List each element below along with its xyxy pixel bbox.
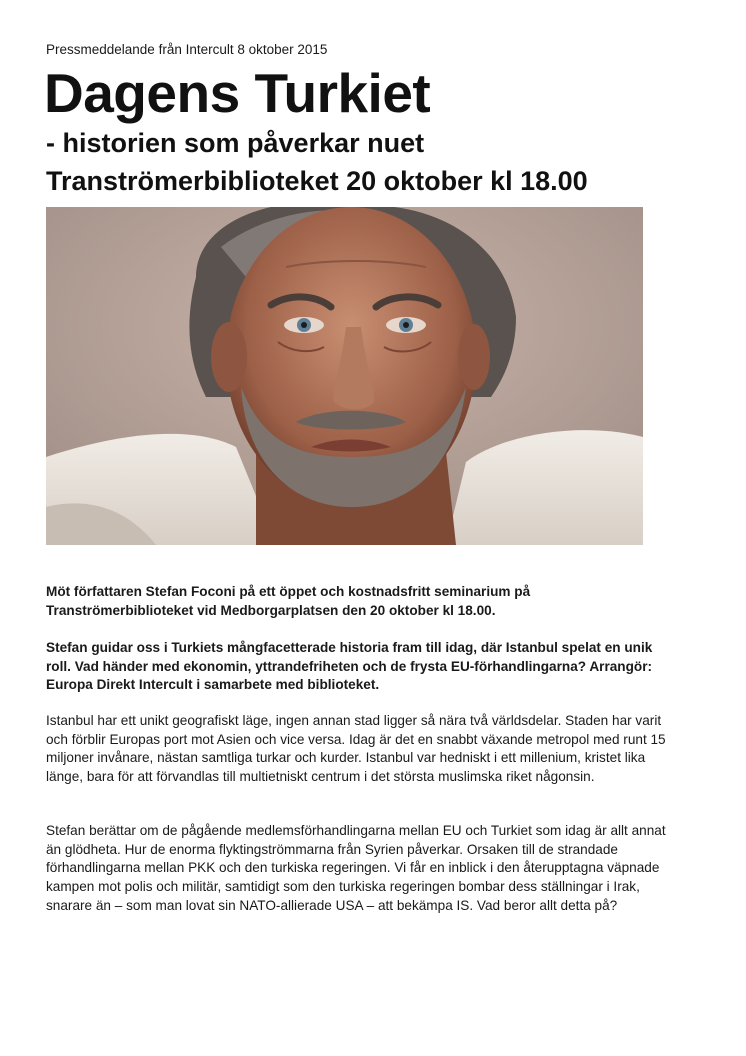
summary-paragraph: Stefan guidar oss i Turkiets mångfacetterade historia fram till idag, där Istanbul spelat en unik roll. Vad händer med ekonomin, yttrandefriheten och de frysta EU-förhandlingarna? Arrangör: Europa Direkt Intercult i samarbete med biblioteket. bbox=[46, 640, 653, 693]
event-location-time: Tranströmerbiblioteket 20 oktober kl 18.00 bbox=[46, 166, 588, 196]
dateline: Pressmeddelande från Intercult 8 oktober 2015 bbox=[46, 42, 328, 57]
page-title: Dagens Turkiet bbox=[44, 62, 431, 124]
subtitle: - historien som påverkar nuet bbox=[46, 128, 425, 158]
lead-paragraph: Möt författaren Stefan Foconi på ett öppet och kostnadsfritt seminarium på Tranströmerbiblioteket vid Medborgarplatsen den 20 oktober kl 18.00. bbox=[46, 584, 531, 618]
body-paragraph-negotiations: Stefan berättar om de pågående medlemsförhandlingarna mellan EU och Turkiet som idag är allt annat än glödheta. Hur de enorma flyktingströmmarna från Syrien påverkar. Orsaken till de strandade förhandlingarna mellan PKK och den turkiska regeringen. Vi får en inblick i den återupptagna väpnade kampen mot polis och militär, samtidigt som den turkiska regeringen bombar dess ställningar i Irak, snarare än – som man lovat sin NATO-allierade USA – att bekämpa IS. Vad beror allt detta på? bbox=[46, 823, 666, 913]
body-paragraph-istanbul: Istanbul har ett unikt geografiskt läge, ingen annan stad ligger så nära två världsdelar. Staden har varit och förblir Europas port mot Asien och vice versa. Idag är det en snabbt växande metropol med runt 15 miljoner invånare, nästan samtliga turkar och kurder. Istanbul var hedniskt i ett millenium, kristet lika länge, bara för att förvandlas till multietniskt centrum i det största muslimska riket någonsin. bbox=[46, 713, 666, 785]
portrait-photo bbox=[46, 207, 643, 545]
